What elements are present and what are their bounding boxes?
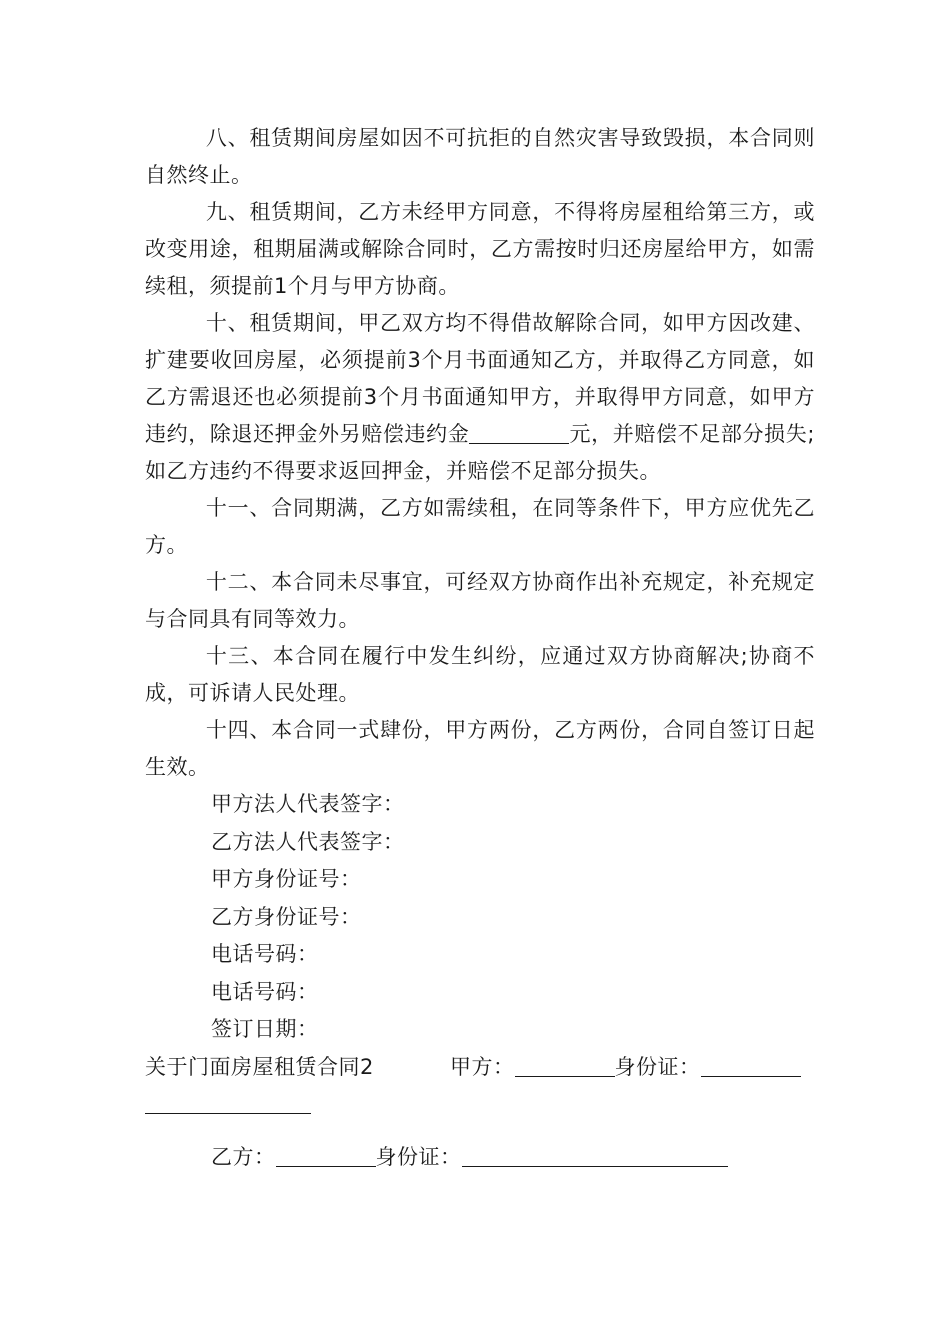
clause-10-part-1: 十、租赁期间，甲乙双方均不得借故解除合同，如甲方因改建、扩建要收回房屋，必须提前3个月书面通知乙方，并取得乙方同意，如乙方需退还也必须提前3个月书面通知甲方，并取得甲方同意，如甲方违约，除退还押金外另赔偿违约金 (145, 311, 815, 446)
party-a-rep-signature-label: 甲方法人代表签字： (211, 792, 405, 816)
penalty-amount-blank (469, 419, 569, 444)
clause-13: 十三、本合同在履行中发生纠纷，应通过双方协商解决;协商不成，可诉请人民处理。 (145, 644, 815, 705)
clause-10 (145, 305, 815, 490)
party-a-blank (515, 1052, 615, 1077)
party-a-id-label-2: 身份证： (614, 1054, 701, 1079)
party-a-id-label: 甲方身份证号： (211, 867, 362, 891)
party-b-rep-signature-label: 乙方法人代表签字： (211, 829, 405, 854)
sign-date-label: 签订日期： (211, 1017, 319, 1041)
clause-11: 十一、合同期满，乙方如需续租，在同等条件下，甲方应优先乙方。 (145, 496, 815, 557)
party-b-id-label: 乙方身份证号： (211, 904, 362, 929)
clause-14: 十四、本合同一式肆份，甲方两份，乙方两份，合同自签订日起生效。 (145, 718, 815, 779)
contract-body (145, 120, 815, 1176)
party-a-label: 甲方： (450, 1054, 515, 1079)
party-a-id-blank-2 (145, 1089, 311, 1114)
clause-12: 十二、本合同未尽事宜，可经双方协商作出补充规定，补充规定与合同具有同等效力。 (145, 570, 815, 631)
party-b-id-blank (462, 1142, 728, 1167)
phone-label-b: 电话号码： (211, 979, 319, 1004)
next-contract-title: 关于门面房屋租赁合同2 (145, 1054, 374, 1079)
clause-9: 九、租赁期间，乙方未经甲方同意，不得将房屋租给第三方，或改变用途，租期届满或解除合同时，乙方需按时归还房屋给甲方，如需续租，须提前1个月与甲方协商。 (145, 200, 815, 298)
party-b-blank (276, 1142, 376, 1167)
party-a-id-blank-continued (145, 1086, 815, 1123)
clause-8: 八、租赁期间房屋如因不可抗拒的自然灾害导致毁损，本合同则自然终止。 (145, 126, 815, 187)
party-b-label: 乙方： (211, 1144, 276, 1169)
party-b-line (145, 1139, 815, 1176)
party-b-id-label: 身份证： (375, 1144, 462, 1169)
phone-label-a: 电话号码： (211, 942, 319, 966)
clause-10-part-2: 元，并赔偿不足部分损失;如乙方违约不得要求返回押金，并赔偿不足部分损失。 (145, 422, 816, 483)
party-a-id-blank (701, 1052, 801, 1077)
next-contract-header (145, 1049, 815, 1086)
